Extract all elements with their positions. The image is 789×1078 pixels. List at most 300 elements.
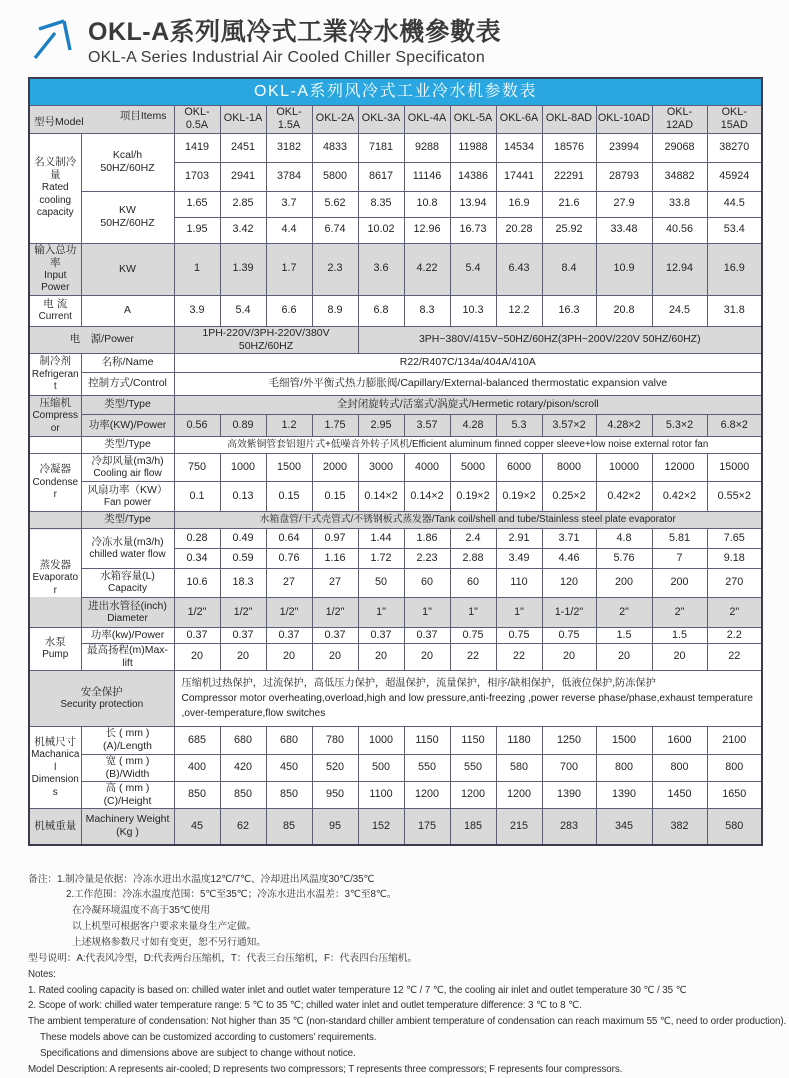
spec-value-cell: 20 [312,644,358,671]
spec-value-cell: 95 [312,809,358,845]
spec-value-cell: 0.37 [174,628,220,644]
spec-value-cell: 1200 [496,781,542,808]
note-line: Notes: [28,968,56,980]
spec-value-cell: 3.49 [496,549,542,569]
spec-value-cell: 5000 [450,454,496,482]
dimension-height-label: 高 ( mm ) (C)/Height [81,781,174,808]
row-label-weight: 机械重量 [29,809,81,845]
spec-value-cell: 28793 [596,162,652,191]
spec-value-cell: 950 [312,781,358,808]
pump-maxlift-label: 最高扬程(m)Max-lift [81,644,174,671]
spec-value-cell: 17441 [496,162,542,191]
spec-value-cell: 1703 [174,162,220,191]
spec-value-cell: 22291 [542,162,596,191]
spec-value-cell: 283 [542,809,596,845]
spec-value-cell: 0.34 [174,549,220,569]
spec-value-cell: 685 [174,727,220,754]
spec-value-cell: 500 [358,754,404,781]
spec-value-cell: 520 [312,754,358,781]
spec-value-cell: 3.42 [220,217,266,243]
spec-value-cell: 580 [496,754,542,781]
spec-value-cell: 50 [358,569,404,598]
power-supply-large-models: 3PH~380V/415V~50HZ/60HZ(3PH~200V/220V 50HZ/60HZ) [358,326,762,353]
evaporator-diameter-label: 进出水管径(inch) Diameter [81,598,174,628]
spec-value-cell: 20 [542,644,596,671]
spec-value-cell: 2" [596,598,652,628]
note-line: 在冷凝环境温度不高于35℃使用 [72,905,210,917]
spec-value-cell: 27 [312,569,358,598]
unit-kcal: Kcal/h 50HZ/60HZ [81,133,174,191]
spec-value-cell: 1.2 [266,415,312,437]
spec-value-cell: 1.5 [652,628,707,644]
spec-value-cell: 0.37 [266,628,312,644]
spec-value-cell: 3.9 [174,295,220,326]
spec-value-cell: 1/2" [266,598,312,628]
table-row [29,754,762,781]
note-line: 备注：1.制冷量是依据：冷冻水进出水温度12℃/7℃、冷却进出风温度30℃/35℃ [28,873,375,885]
spec-value-cell: 53.4 [707,217,762,243]
table-row [29,628,762,644]
spec-value-cell: 5.3 [496,415,542,437]
spec-value-cell: 20 [174,644,220,671]
spec-value-cell: 14386 [450,162,496,191]
spec-value-cell: 16.73 [450,217,496,243]
spec-value-cell: OKL-6A [496,105,542,133]
evaporator-type-value: 水箱盘管/干式壳管式/不锈钢板式蒸发器/Tank coil/shell and tube/Stainless steel plate evaporator [174,512,762,529]
page-title-en: OKL-A Series Industrial Air Cooled Chiller Specificaton [88,49,485,66]
spec-value-cell: OKL-4A [404,105,450,133]
spec-value-cell: 21.6 [542,191,596,217]
spec-value-cell: 31.8 [707,295,762,326]
spec-value-cell: 0.42×2 [596,482,652,512]
corner-model-label: 型号Model [34,116,84,129]
spec-value-cell: 1100 [358,781,404,808]
table-row [29,569,762,598]
spec-value-cell: 1.65 [174,191,220,217]
table-row [29,512,762,529]
spec-value-cell: 1" [450,598,496,628]
refrigerant-control-label: 控制方式/Control [81,373,174,396]
model-header-row [29,105,762,133]
spec-value-cell: 1390 [542,781,596,808]
table-row [29,191,762,217]
spec-value-cell: 1150 [450,727,496,754]
spec-value-cell: 800 [596,754,652,781]
table-row [29,78,762,105]
spec-value-cell: 22 [707,644,762,671]
spec-value-cell: OKL-1A [220,105,266,133]
spec-value-cell: 1180 [496,727,542,754]
spec-value-cell: 152 [358,809,404,845]
refrigerant-control-value: 毛细管/外平衡式热力膨胀阀/Capillary/External-balanced thermostatic expansion valve [174,373,762,396]
spec-value-cell: 1250 [542,727,596,754]
power-supply-row [29,326,762,353]
note-line: 2.工作范围：冷冻水温度范围：5℃至35℃；冷冻水进出水温差：3℃至8℃。 [66,889,397,901]
spec-value-cell: 60 [450,569,496,598]
compressor-power-label: 功率(KW)/Power [81,415,174,437]
spec-value-cell: 0.15 [312,482,358,512]
spec-value-cell: OKL-8AD [542,105,596,133]
spec-value-cell: 2.3 [312,243,358,295]
spec-value-cell: 700 [542,754,596,781]
spec-value-cell: 20 [596,644,652,671]
spec-value-cell: 2000 [312,454,358,482]
spec-value-cell: 0.28 [174,529,220,549]
spec-value-cell: 850 [174,781,220,808]
evaporator-capacity-label: 水箱容量(L) Capacity [81,569,174,598]
spec-value-cell: 450 [266,754,312,781]
spec-value-cell: 29068 [652,133,707,162]
spec-value-cell: 1.72 [358,549,404,569]
spec-value-cell: 800 [652,754,707,781]
spec-value-cell: 5.81 [652,529,707,549]
spec-value-cell: 44.5 [707,191,762,217]
spec-value-cell: 4833 [312,133,358,162]
spec-value-cell: 2451 [220,133,266,162]
spec-value-cell: 0.37 [358,628,404,644]
row-label-evaporator: 蒸发器 Evaporator [29,529,81,628]
spec-value-cell: 1650 [707,781,762,808]
spec-value-cell: 0.25×2 [542,482,596,512]
spec-value-cell: OKL-15AD [707,105,762,133]
spec-value-cell: 27 [266,569,312,598]
spec-value-cell: 1500 [266,454,312,482]
spec-value-cell: 1500 [596,727,652,754]
spec-value-cell: 550 [450,754,496,781]
spec-value-cell: 27.9 [596,191,652,217]
table-row [29,727,762,754]
spec-value-cell: 0.75 [450,628,496,644]
spec-value-cell: 12.94 [652,243,707,295]
spec-value-cell: 8.9 [312,295,358,326]
spec-value-cell: 1.5 [596,628,652,644]
spec-value-cell: 11146 [404,162,450,191]
spec-value-cell: 0.13 [220,482,266,512]
spec-value-cell: OKL-5A [450,105,496,133]
spec-value-cell: 0.64 [266,529,312,549]
spec-value-cell: 3784 [266,162,312,191]
table-row [29,295,762,326]
spec-value-cell: OKL-1.5A [266,105,312,133]
spec-value-cell: 6.8×2 [707,415,762,437]
spec-value-cell: 2.4 [450,529,496,549]
table-row [29,809,762,845]
note-line: 2. Scope of work: chilled water temperature range: 5 ℃ to 35 ℃; chilled water inlet and outlet temperature difference: 3 ℃ to 8 ℃. [28,1000,582,1012]
row-label-condenser: 冷凝器 Condenser [29,454,81,512]
spec-value-cell: 33.48 [596,217,652,243]
spec-value-cell: 4.8 [596,529,652,549]
corner-cell [29,105,174,133]
spec-value-cell: 7.65 [707,529,762,549]
spec-value-cell: 0.37 [312,628,358,644]
spec-value-cell: 24.5 [652,295,707,326]
row-label-input-power: 输入总功率 Input Power [29,243,81,295]
spec-value-cell: 0.37 [404,628,450,644]
spec-value-cell: 1.16 [312,549,358,569]
spec-value-cell: OKL-3A [358,105,404,133]
spec-value-cell: 1000 [220,454,266,482]
spec-value-cell: 0.59 [220,549,266,569]
spec-value-cell: 0.97 [312,529,358,549]
spec-value-cell: 16.9 [707,243,762,295]
spec-value-cell: 0.76 [266,549,312,569]
unit-kw: KW 50HZ/60HZ [81,191,174,243]
spec-value-cell: 120 [542,569,596,598]
spec-value-cell: 0.49 [220,529,266,549]
table-row [29,396,762,415]
spec-value-cell: 1600 [652,727,707,754]
condenser-type-value: 高效紫铜管套铝翅片式+低噪音外转子风机/Efficient aluminum finned copper sleeve+low noise external rotor fan [174,437,762,454]
spec-value-cell: 10.8 [404,191,450,217]
spec-value-cell: 382 [652,809,707,845]
spec-value-cell: 3.57 [404,415,450,437]
condenser-spacer-cell [29,437,81,454]
spec-value-cell: 12000 [652,454,707,482]
spec-value-cell: 2941 [220,162,266,191]
spec-value-cell: 0.1 [174,482,220,512]
weight-unit-label: Machinery Weight (Kg ) [81,809,174,845]
spec-value-cell: 1.44 [358,529,404,549]
spec-value-cell: 40.56 [652,217,707,243]
table-row [29,454,762,482]
condenser-airflow-label: 冷却风量(m3/h) Cooling air flow [81,454,174,482]
spec-value-cell: 62 [220,809,266,845]
spec-value-cell: 20 [358,644,404,671]
row-label-refrigerant: 制冷剂 Refrigerant [29,354,81,396]
spec-value-cell: 580 [707,809,762,845]
spec-value-cell: 9288 [404,133,450,162]
spec-value-cell: 34882 [652,162,707,191]
spec-value-cell: 0.14×2 [404,482,450,512]
spec-value-cell: 0.89 [220,415,266,437]
spec-value-cell: 5.76 [596,549,652,569]
spec-value-cell: 1/2" [220,598,266,628]
spec-value-cell: 3182 [266,133,312,162]
spec-value-cell: 0.75 [496,628,542,644]
row-label-rated-capacity: 名义制冷量 Rated cooling capacity [29,133,81,243]
note-line: The ambient temperature of condensation: Not higher than 35 ℃ (non-standard chiller ambient temperature of condensation can reach maximum 55 ℃, need to order production). [28,1016,787,1028]
spec-value-cell: 23994 [596,133,652,162]
spec-value-cell: 22 [450,644,496,671]
spec-value-cell: 550 [404,754,450,781]
spec-value-cell: 185 [450,809,496,845]
table-row [29,133,762,162]
spec-value-cell: 1419 [174,133,220,162]
spec-value-cell: 0.19×2 [496,482,542,512]
spec-value-cell: 6000 [496,454,542,482]
table-row [29,415,762,437]
spec-value-cell: 420 [220,754,266,781]
spec-value-cell: 0.19×2 [450,482,496,512]
spec-value-cell: 780 [312,727,358,754]
spec-value-cell: 7181 [358,133,404,162]
spec-value-cell: 200 [596,569,652,598]
spec-value-cell: 0.75 [542,628,596,644]
spec-value-cell: 18576 [542,133,596,162]
spec-value-cell: 6.6 [266,295,312,326]
row-label-compressor: 压缩机 Compressor [29,396,81,437]
spec-value-cell: 10.02 [358,217,404,243]
spec-value-cell: 1 [174,243,220,295]
spec-value-cell: 1450 [652,781,707,808]
spec-value-cell: 4.22 [404,243,450,295]
spec-value-cell: 0.37 [220,628,266,644]
spec-value-cell: 2.85 [220,191,266,217]
spec-value-cell: 16.9 [496,191,542,217]
spec-value-cell: 1" [496,598,542,628]
row-label-power-supply: 电 源/Power [29,326,174,353]
spec-value-cell: 20.28 [496,217,542,243]
spec-value-cell: 200 [652,569,707,598]
unit-input-power: KW [81,243,174,295]
notes [28,872,787,1078]
table-row [29,373,762,396]
spec-value-cell: 12.2 [496,295,542,326]
row-label-pump: 水泵 Pump [29,628,81,671]
power-supply-small-models: 1PH-220V/3PH-220V/380V 50HZ/60HZ [174,326,358,353]
page-title-zh: OKL-A系列風冷式工業冷水機參數表 [88,18,502,46]
spec-value-cell: 20 [220,644,266,671]
spec-value-cell: 110 [496,569,542,598]
arrow-up-right-logo-icon [28,16,74,64]
spec-value-cell: 2" [652,598,707,628]
spec-value-cell: 2.23 [404,549,450,569]
spec-value-cell: 2" [707,598,762,628]
spec-value-cell: 1.86 [404,529,450,549]
spec-value-cell: 11988 [450,133,496,162]
spec-value-cell: 8.4 [542,243,596,295]
spec-value-cell: 3000 [358,454,404,482]
spec-value-cell: 20 [404,644,450,671]
spec-value-cell: 12.96 [404,217,450,243]
spec-value-cell: 0.14×2 [358,482,404,512]
spec-value-cell: 10.9 [596,243,652,295]
spec-value-cell: 1-1/2" [542,598,596,628]
pump-power-label: 功率(kw)/Power [81,628,174,644]
spec-value-cell: 20.8 [596,295,652,326]
title-block [88,12,501,67]
spec-value-cell: 270 [707,569,762,598]
spec-value-cell: 9.18 [707,549,762,569]
dimension-length-label: 长 ( mm ) (A)/Length [81,727,174,754]
spec-value-cell: 33.8 [652,191,707,217]
table-row [29,598,762,628]
spec-value-cell: 4.4 [266,217,312,243]
spec-value-cell: 850 [266,781,312,808]
table-row [29,354,762,373]
note-line: Model Description: A represents air-cooled; D represents two compressors; T represents three compressors; F represents four compressors. [28,1063,623,1075]
spec-value-cell: 0.56 [174,415,220,437]
compressor-type-label: 类型/Type [81,396,174,415]
spec-value-cell: 20 [266,644,312,671]
spec-value-cell: 7 [652,549,707,569]
spec-value-cell: 1200 [404,781,450,808]
spec-value-cell: 10.3 [450,295,496,326]
note-line: These models above can be customized according to customers’ requirements. [40,1032,377,1044]
spec-value-cell: 38270 [707,133,762,162]
spec-value-cell: 1200 [450,781,496,808]
spec-value-cell: 680 [266,727,312,754]
spec-value-cell: 85 [266,809,312,845]
table-row [29,529,762,549]
spec-value-cell: 8000 [542,454,596,482]
table-row [29,437,762,454]
spec-value-cell: 22 [496,644,542,671]
corner-items-label: 项目Items [119,109,167,122]
spec-value-cell: 0.42×2 [652,482,707,512]
spec-value-cell: 5.4 [450,243,496,295]
spec-value-cell: 400 [174,754,220,781]
spec-value-cell: 8617 [358,162,404,191]
security-row [29,671,762,727]
spec-table [28,77,763,846]
page-header [28,12,761,67]
spec-value-cell: 3.57×2 [542,415,596,437]
refrigerant-name-value: R22/R407C/134a/404A/410A [174,354,762,373]
spec-value-cell: 1.7 [266,243,312,295]
spec-value-cell: 680 [220,727,266,754]
row-label-dimensions: 机械尺寸 Machanical Dimensions [29,727,81,809]
spec-value-cell: 2.95 [358,415,404,437]
table-row [29,644,762,671]
spec-value-cell: 45 [174,809,220,845]
spec-value-cell: 1390 [596,781,652,808]
spec-value-cell: 1150 [404,727,450,754]
note-line: 1. Rated cooling capacity is based on: chilled water inlet and outlet water temperature 12 ℃ / 7 ℃, the cooling air inlet and outlet temperature 30 ℃ / 35 ℃ [28,984,687,996]
spec-value-cell: 1.39 [220,243,266,295]
spec-value-cell: OKL-2A [312,105,358,133]
spec-value-cell: 175 [404,809,450,845]
spec-value-cell: 15000 [707,454,762,482]
spec-value-cell: 3.71 [542,529,596,549]
spec-value-cell: 5.62 [312,191,358,217]
spec-value-cell: 4.28×2 [596,415,652,437]
spec-value-cell: 3.7 [266,191,312,217]
spec-value-cell: 20 [652,644,707,671]
spec-value-cell: 5.4 [220,295,266,326]
spec-value-cell: 345 [596,809,652,845]
spec-value-cell: 8.35 [358,191,404,217]
security-description: 压缩机过热保护，过流保护，高低压力保护，超温保护，流量保护，相序/缺相保护，低液位保护,防冻保护 Compressor motor overheating,overload,high and low pressure,anti-freezing ,power reverse phase/phase,exhaust temperature ,over-temperature,flow switches [174,671,762,727]
spec-value-cell: OKL-12AD [652,105,707,133]
spec-value-cell: 5.3×2 [652,415,707,437]
compressor-type-value: 全封闭旋转式/活塞式/涡旋式/Hermetic rotary/pison/scroll [174,396,762,415]
spec-value-cell: 850 [220,781,266,808]
spec-value-cell: 2100 [707,727,762,754]
table-row [29,243,762,295]
condenser-fan-label: 风扇功率（KW） Fan power [81,482,174,512]
spec-value-cell: 1.95 [174,217,220,243]
spec-value-cell: 2.91 [496,529,542,549]
spec-value-cell: 1/2" [174,598,220,628]
spec-value-cell: OKL-10AD [596,105,652,133]
spec-value-cell: 1000 [358,727,404,754]
table-row [29,781,762,808]
spec-value-cell: 10000 [596,454,652,482]
spec-value-cell: 25.92 [542,217,596,243]
row-label-security: 安全保护 Security protection [29,671,174,727]
evaporator-type-label: 类型/Type [81,512,174,529]
row-label-current: 电 流 Current [29,295,81,326]
spec-value-cell: 0.15 [266,482,312,512]
spec-value-cell: 16.3 [542,295,596,326]
note-line: Specifications and dimensions above are subject to change without notice. [40,1047,356,1059]
note-line: 以上机型可根据客户要求来量身生产定做。 [72,921,257,933]
spec-value-cell: 4.46 [542,549,596,569]
spec-value-cell: 14534 [496,133,542,162]
spec-value-cell: 2.88 [450,549,496,569]
spec-value-cell: OKL-0.5A [174,105,220,133]
